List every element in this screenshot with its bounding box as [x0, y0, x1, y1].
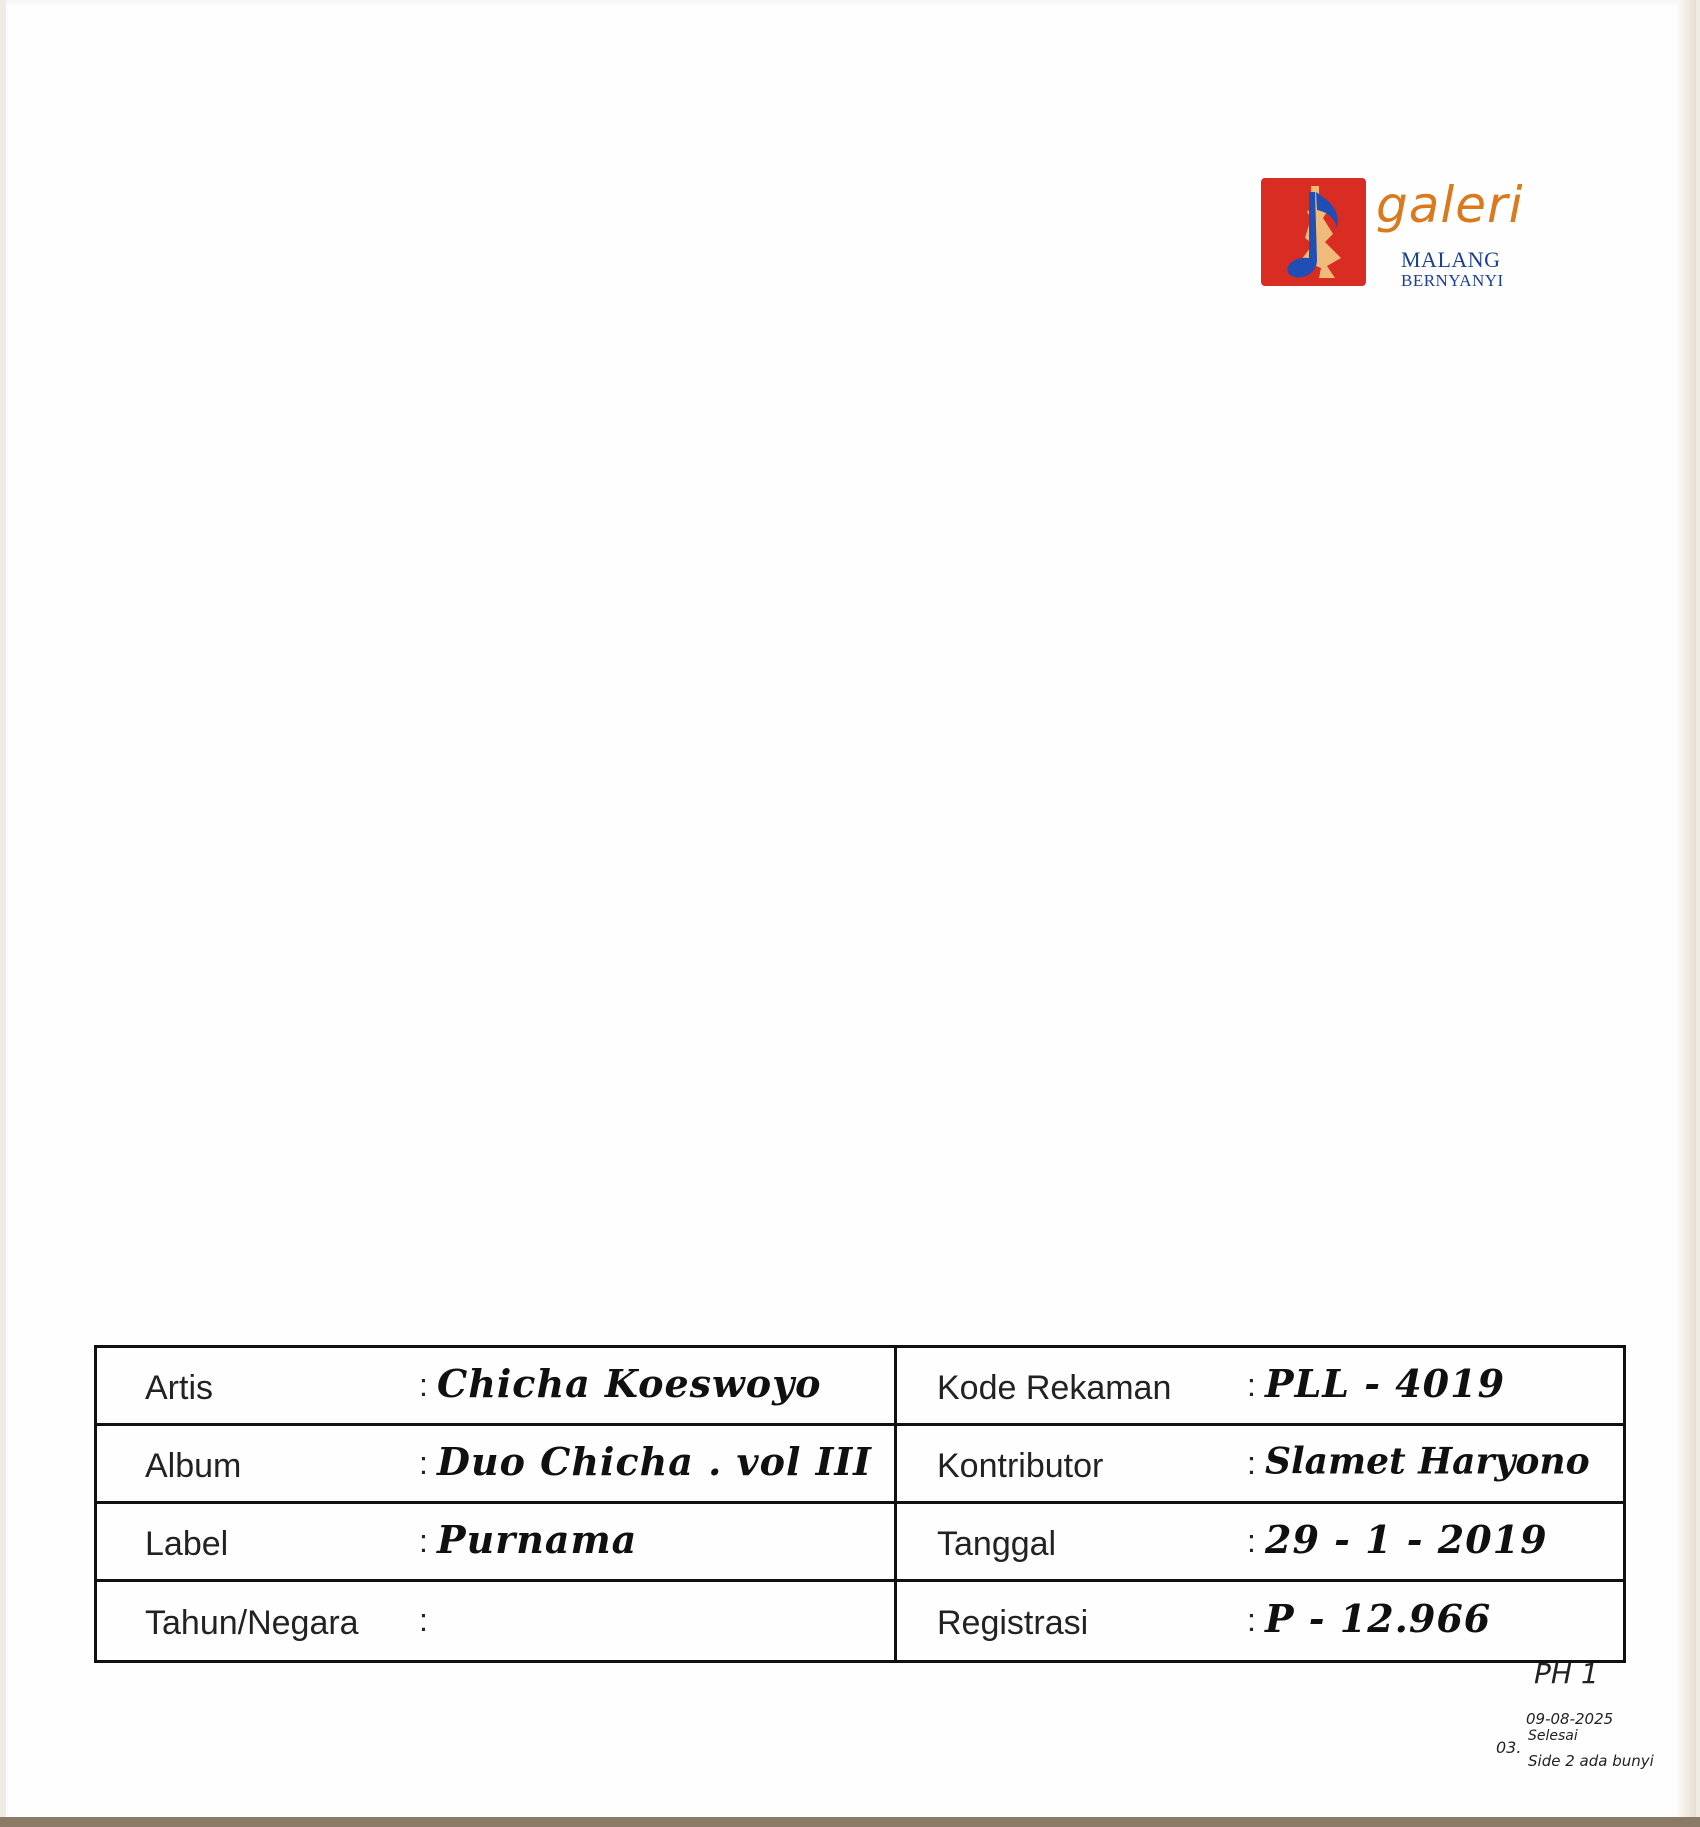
value-album: Duo Chicha . vol III: [437, 1438, 872, 1484]
label-tahun-negara: Tahun/Negara: [145, 1603, 359, 1642]
value-label: Purnama: [437, 1516, 638, 1562]
logo-word: galeri: [1376, 176, 1524, 234]
table-cell-registrasi: [897, 1582, 1623, 1660]
record-info-table: [94, 1345, 1626, 1663]
colon: :: [419, 1444, 428, 1481]
logo-subtitle-2: BERNYANYI: [1401, 271, 1504, 290]
page-edge-shadow: [1678, 0, 1696, 1827]
logo-subtitle-1: MALANG: [1401, 247, 1501, 272]
note-date: 09-08-2025: [1526, 1710, 1614, 1728]
table-cell-label: [97, 1504, 897, 1582]
table-cell-album: [97, 1426, 897, 1504]
colon: :: [419, 1601, 428, 1638]
value-tanggal: 29 - 1 - 2019: [1265, 1516, 1548, 1562]
music-note-icon: [1261, 178, 1366, 286]
note-ph: PH 1: [1534, 1657, 1599, 1690]
table-cell-tahun-negara: [97, 1582, 897, 1660]
colon: :: [1247, 1522, 1256, 1559]
note-status: Selesai: [1528, 1728, 1578, 1744]
table-cell-artis: [97, 1348, 897, 1426]
document-sheet: [6, 0, 1696, 1827]
colon: :: [1247, 1366, 1256, 1403]
value-artis: Chicha Koeswoyo: [437, 1360, 822, 1406]
table-cell-tanggal: [897, 1504, 1623, 1582]
label-tanggal: Tanggal: [937, 1524, 1057, 1563]
label-kode-rekaman: Kode Rekaman: [937, 1368, 1172, 1407]
label-album: Album: [145, 1446, 242, 1485]
note-side: Side 2 ada bunyi: [1528, 1752, 1654, 1770]
colon: :: [419, 1522, 428, 1559]
colon: :: [419, 1366, 428, 1403]
colon: :: [1247, 1444, 1256, 1481]
label-label: Label: [145, 1524, 229, 1563]
value-kode-rekaman: PLL - 4019: [1265, 1360, 1506, 1406]
note-number: 03.: [1496, 1738, 1522, 1757]
label-artis: Artis: [145, 1368, 213, 1407]
label-kontributor: Kontributor: [937, 1446, 1104, 1485]
table-cell-kode-rekaman: [897, 1348, 1623, 1426]
label-registrasi: Registrasi: [937, 1603, 1089, 1642]
table-cell-kontributor: [897, 1426, 1623, 1504]
colon: :: [1247, 1601, 1256, 1638]
value-kontributor: Slamet Haryono: [1265, 1439, 1590, 1482]
page-bottom-edge: [0, 1817, 1700, 1827]
value-registrasi: P - 12.966: [1265, 1595, 1492, 1641]
galeri-logo: [1261, 175, 1546, 305]
logo-red-block: [1261, 178, 1366, 286]
